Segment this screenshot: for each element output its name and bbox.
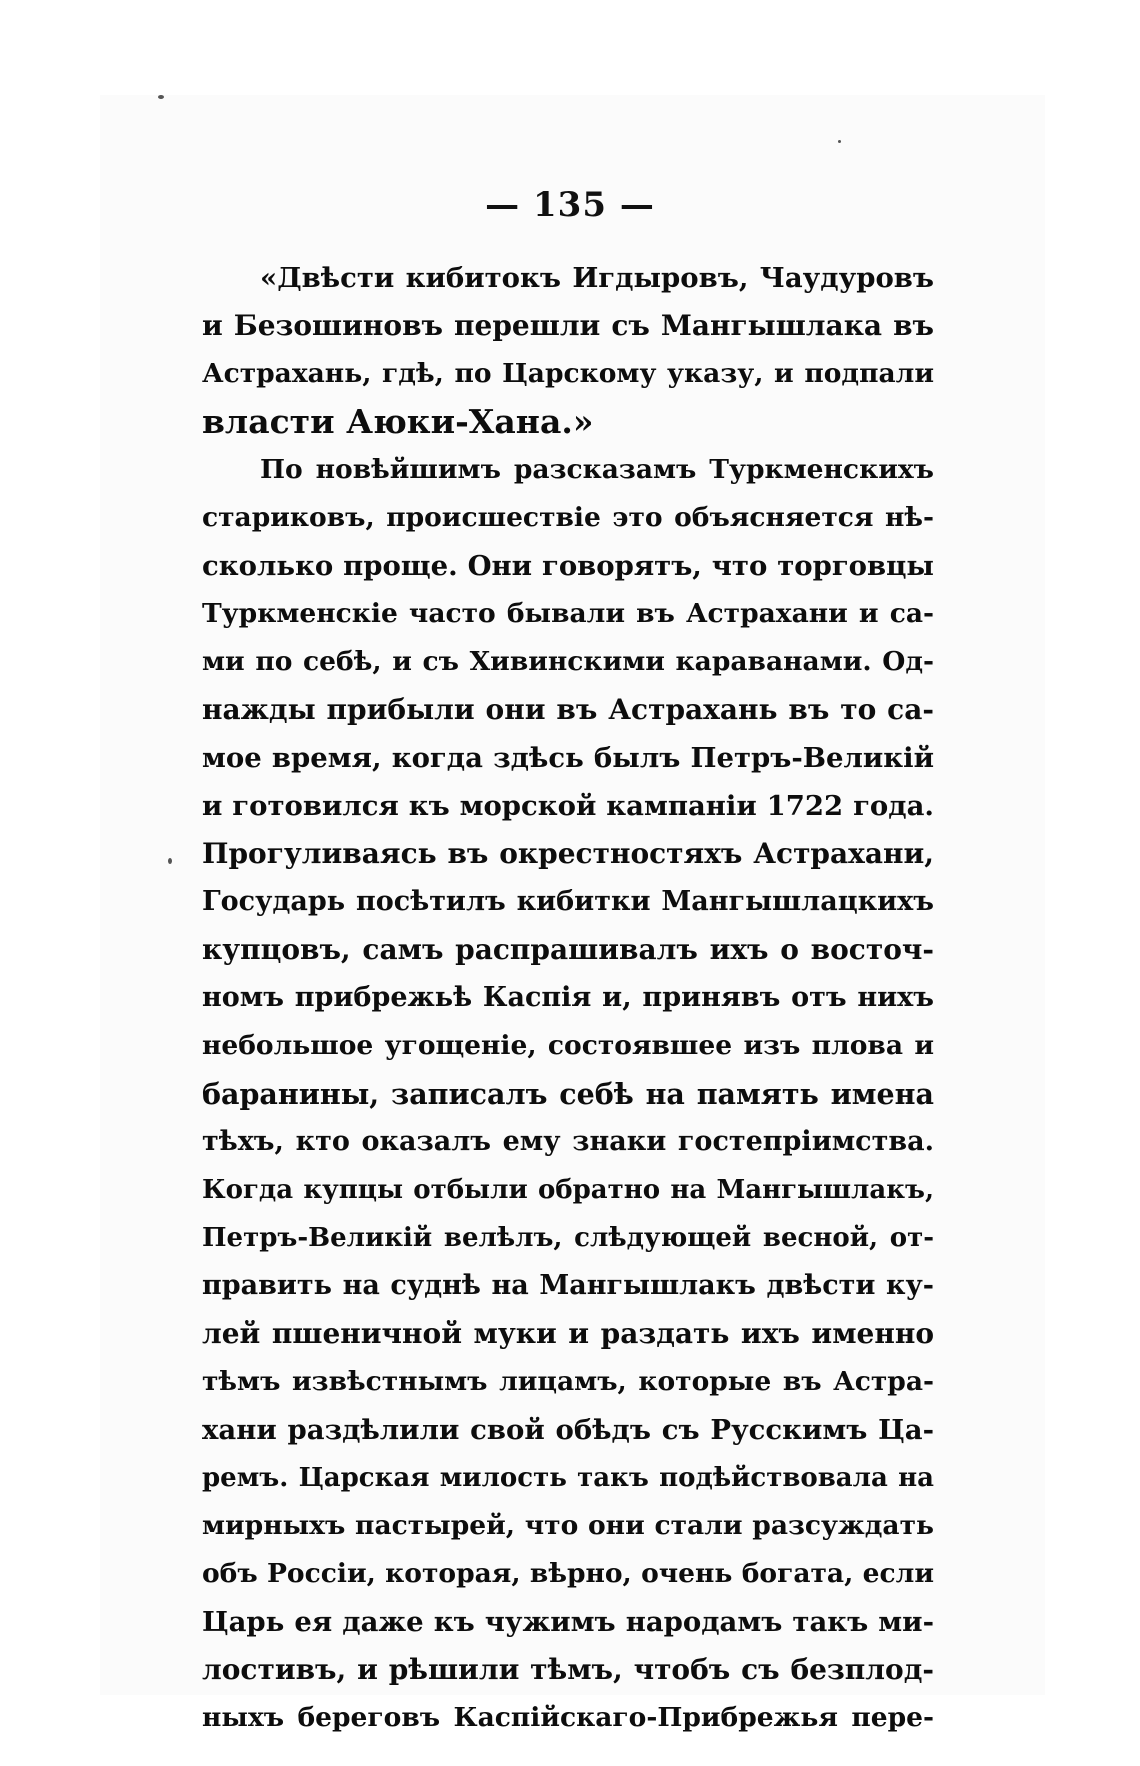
body-text [202, 254, 934, 1742]
text-line: номъ прибрежьѣ Каспія и, принявъ отъ нихъ [202, 982, 934, 1013]
text-line: тѣмъ извѣстнымъ лицамъ, которые въ Астра- [202, 1366, 934, 1397]
text-line: мое время, когда здѣсь былъ Петръ-Великій [202, 742, 934, 774]
scan-speck [838, 140, 841, 143]
text-line: Туркменскіе часто бывали въ Астрахани и са- [202, 598, 934, 629]
text-line: Когда купцы отбыли обратно на Мангышлакъ, [202, 1175, 934, 1205]
text-line: Царь ея даже къ чужимъ народамъ такъ ми- [202, 1606, 934, 1638]
scan-speck [158, 95, 164, 99]
text-line: сколько проще. Они говорятъ, что торговцы [202, 550, 934, 582]
text-line: стариковъ, происшествіе это объясняется нѣ- [202, 502, 934, 533]
text-line: ми по себѣ, и съ Хивинскими караванами. Од- [202, 646, 934, 677]
text-line: править на суднѣ на Мангышлакъ двѣсти ку- [202, 1270, 934, 1301]
text-line: лостивъ, и рѣшили тѣмъ, чтобъ съ безплод- [202, 1653, 934, 1686]
text-line: ныхъ береговъ Каспійскаго-Прибрежья пере- [202, 1702, 934, 1733]
text-line: власти Аюки-Хана.» [202, 402, 594, 441]
text-line: объ Россіи, которая, вѣрно, очень богата, если [202, 1558, 934, 1589]
text-line: небольшое угощеніе, состоявшее изъ плова и [202, 1030, 934, 1061]
text-line: и готовился къ морской кампаніи 1722 года. [202, 790, 934, 822]
text-line: Государь посѣтилъ кибитки Мангышлацкихъ [202, 886, 934, 917]
page-number: — 135 — [485, 185, 655, 225]
text-line: и Безошиновъ перешли съ Мангышлака въ [202, 309, 934, 342]
text-line: ремъ. Царская милость такъ подѣйствовала на [202, 1463, 934, 1493]
text-line: «Двѣсти кибитокъ Игдыровъ, Чаудуровъ [260, 262, 934, 294]
text-line: Петръ-Великій велѣлъ, слѣдующей весной, от- [202, 1223, 934, 1253]
text-line: баранины, записалъ себѣ на память имена [202, 1077, 934, 1111]
text-line: хани раздѣлили свой обѣдъ съ Русскимъ Ца- [202, 1414, 934, 1446]
text-line: Астрахань, гдѣ, по Царскому указу, и подпали [202, 358, 934, 389]
text-line: По новѣйшимъ разсказамъ Туркменскихъ [260, 454, 934, 485]
text-line: мирныхъ пастырей, что они стали разсуждать [202, 1510, 934, 1541]
text-line: Прогуливаясь въ окрестностяхъ Астрахани, [202, 837, 934, 870]
scan-speck [168, 858, 172, 864]
text-line: купцовъ, самъ распрашивалъ ихъ о восточ- [202, 933, 934, 966]
text-line: нажды прибыли они въ Астрахань въ то са- [202, 693, 934, 726]
text-line: тѣхъ, кто оказалъ ему знаки гостепріимства. [202, 1126, 934, 1157]
text-line: лей пшеничной муки и раздать ихъ именно [202, 1317, 934, 1350]
